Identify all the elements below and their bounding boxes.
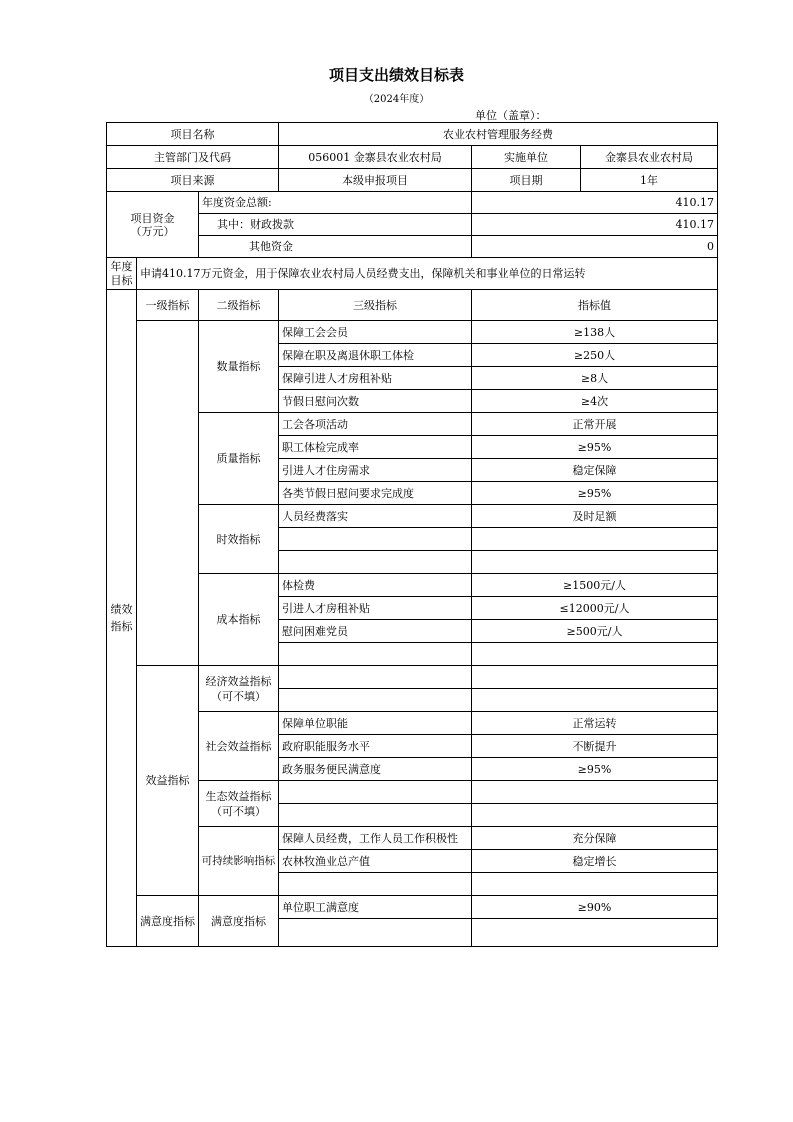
indicator-name: 引进人才房租补贴 xyxy=(279,597,472,620)
indicator-value: ≥4次 xyxy=(472,390,718,413)
source-label: 项目来源 xyxy=(107,169,279,192)
annual-goal-label: 年度目标 xyxy=(107,258,137,290)
performance-indicator-side-label: 绩效指标 xyxy=(107,290,137,947)
empty-cell xyxy=(472,528,718,551)
indicator-name: 人员经费落实 xyxy=(279,505,472,528)
timeliness-label: 时效指标 xyxy=(199,505,279,574)
sustain-label: 可持续影响指标 xyxy=(199,827,279,896)
table-row xyxy=(107,321,718,344)
col-level1-header: 一级指标 xyxy=(137,290,199,321)
economic-label xyxy=(199,666,279,712)
empty-cell xyxy=(472,689,718,712)
annual-goal-row xyxy=(107,258,718,290)
table-row xyxy=(107,666,718,689)
project-name-value: 农业农村管理服务经费 xyxy=(279,123,718,146)
funds-label-line2: （万元） xyxy=(130,224,175,238)
table-row xyxy=(107,574,718,597)
indicator-value: 稳定增长 xyxy=(472,850,718,873)
empty-cell xyxy=(279,689,472,712)
source-row xyxy=(107,169,718,192)
eco-label-line2: （可不填） xyxy=(211,804,266,818)
page-title: 项目支出绩效目标表 xyxy=(328,66,464,84)
dept-row xyxy=(107,146,718,169)
indicator-value: 正常运转 xyxy=(472,712,718,735)
indicator-value: ≥95% xyxy=(472,482,718,505)
indicator-name: 保障在职及离退休职工体检 xyxy=(279,344,472,367)
indicator-value: ≥95% xyxy=(472,436,718,459)
empty-cell xyxy=(279,781,472,804)
empty-cell xyxy=(472,666,718,689)
funds-total-value: 410.17 xyxy=(472,192,718,214)
indicator-name: 保障工会会员 xyxy=(279,321,472,344)
indicator-value: 正常开展 xyxy=(472,413,718,436)
funds-other-value: 0 xyxy=(472,236,718,258)
indicator-name: 保障人员经费，工作人员工作积极性 xyxy=(279,827,472,850)
unit-stamp-label: 单位（盖章）： xyxy=(475,109,547,122)
year-label: （2024年度） xyxy=(363,94,430,105)
indicator-value: 及时足额 xyxy=(472,505,718,528)
dept-label: 主管部门及代码 xyxy=(107,146,279,169)
indicator-name: 政务服务便民满意度 xyxy=(279,758,472,781)
eco-label xyxy=(199,781,279,827)
impl-label: 实施单位 xyxy=(472,146,581,169)
satisfaction-level2-label: 满意度指标 xyxy=(199,896,279,947)
dept-value: 056001 金寨县农业农村局 xyxy=(279,146,472,169)
period-label: 项目期 xyxy=(472,169,581,192)
empty-cell xyxy=(472,873,718,896)
economic-label-line1: 经济效益指标 xyxy=(205,674,272,688)
empty-cell xyxy=(472,781,718,804)
funds-fiscal-value: 410.17 xyxy=(472,214,718,236)
empty-cell xyxy=(279,919,472,947)
indicator-value: 充分保障 xyxy=(472,827,718,850)
economic-label-line2: （可不填） xyxy=(211,689,266,703)
col-value-header: 指标值 xyxy=(472,290,718,321)
indicator-value: 稳定保障 xyxy=(472,459,718,482)
indicator-name: 工会各项活动 xyxy=(279,413,472,436)
empty-cell xyxy=(472,919,718,947)
indicator-name: 节假日慰问次数 xyxy=(279,390,472,413)
empty-cell xyxy=(279,666,472,689)
output-level1-cell xyxy=(137,321,199,666)
quality-label: 质量指标 xyxy=(199,413,279,505)
indicator-name: 保障引进人才房租补贴 xyxy=(279,367,472,390)
social-label: 社会效益指标 xyxy=(199,712,279,781)
empty-cell xyxy=(472,804,718,827)
table-row xyxy=(107,896,718,919)
annual-goal-text: 申请410.17万元资金，用于保障农业农村局人员经费支出，保障机关和事业单位的日常运转 xyxy=(137,258,718,290)
funds-fiscal-label: 其中：财政拨款 xyxy=(199,214,472,236)
indicator-value: ≥500元/人 xyxy=(472,620,718,643)
project-name-label: 项目名称 xyxy=(107,123,279,146)
empty-cell xyxy=(279,643,472,666)
impl-value: 金寨县农业农村局 xyxy=(581,146,718,169)
table-row xyxy=(107,413,718,436)
funds-other-row xyxy=(107,236,718,258)
indicator-name: 保障单位职能 xyxy=(279,712,472,735)
indicator-name: 各类节假日慰问要求完成度 xyxy=(279,482,472,505)
table-row xyxy=(107,827,718,850)
indicator-name: 政府职能服务水平 xyxy=(279,735,472,758)
indicator-value: ≥90% xyxy=(472,896,718,919)
indicator-value: ≤12000元/人 xyxy=(472,597,718,620)
indicator-value: ≥138人 xyxy=(472,321,718,344)
indicator-name: 单位职工满意度 xyxy=(279,896,472,919)
indicator-value: ≥1500元/人 xyxy=(472,574,718,597)
funds-total-row xyxy=(107,192,718,214)
col-level3-header: 三级指标 xyxy=(279,290,472,321)
eco-label-line1: 生态效益指标 xyxy=(205,789,272,803)
empty-cell xyxy=(279,873,472,896)
benefit-label: 效益指标 xyxy=(137,666,199,896)
funds-label xyxy=(107,192,199,258)
empty-cell xyxy=(279,551,472,574)
indicator-value: ≥250人 xyxy=(472,344,718,367)
col-level2-header: 二级指标 xyxy=(199,290,279,321)
indicator-name: 体检费 xyxy=(279,574,472,597)
indicator-value: ≥8人 xyxy=(472,367,718,390)
quantity-label: 数量指标 xyxy=(199,321,279,413)
empty-cell xyxy=(279,804,472,827)
indicator-name: 引进人才住房需求 xyxy=(279,459,472,482)
indicator-header-row xyxy=(107,290,718,321)
performance-goal-table xyxy=(106,122,718,947)
cost-label: 成本指标 xyxy=(199,574,279,666)
funds-total-label: 年度资金总额: xyxy=(199,192,472,214)
indicator-name: 农林牧渔业总产值 xyxy=(279,850,472,873)
satisfaction-level1-label: 满意度指标 xyxy=(137,896,199,947)
indicator-name: 职工体检完成率 xyxy=(279,436,472,459)
empty-cell xyxy=(472,643,718,666)
funds-fiscal-row xyxy=(107,214,718,236)
empty-cell xyxy=(279,528,472,551)
table-row xyxy=(107,712,718,735)
empty-cell xyxy=(472,551,718,574)
source-value: 本级申报项目 xyxy=(279,169,472,192)
project-name-row xyxy=(107,123,718,146)
indicator-name: 慰问困难党员 xyxy=(279,620,472,643)
table-row xyxy=(107,505,718,528)
funds-other-label: 其他资金 xyxy=(199,236,472,258)
period-value: 1年 xyxy=(581,169,718,192)
indicator-value: ≥95% xyxy=(472,758,718,781)
table-row xyxy=(107,781,718,804)
indicator-value: 不断提升 xyxy=(472,735,718,758)
funds-label-line1: 项目资金 xyxy=(130,211,175,225)
